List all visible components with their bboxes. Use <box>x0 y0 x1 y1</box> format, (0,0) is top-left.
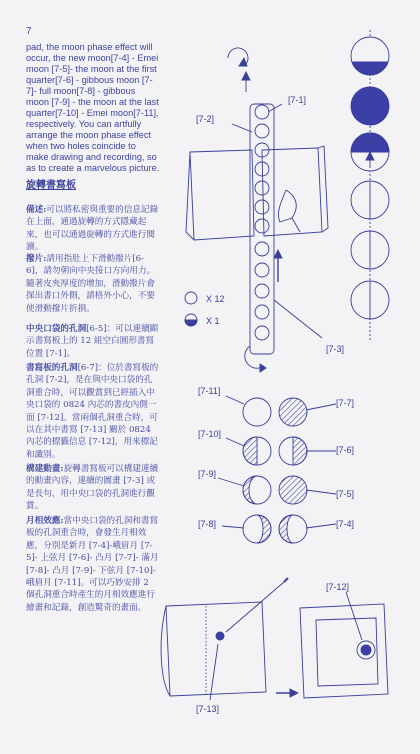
section-term: 備述: <box>26 205 47 215</box>
section-body: [6-5]：可以連續顯示書寫板上的 12 組空白圓形書寫位置 [7-1]。 <box>26 324 159 359</box>
section-body: 可以將私密與重要的信息記錄在上面，通過旋轉的方式隱藏起來，也可以通過旋轉的方式進行閱讀。 <box>26 205 159 253</box>
label-7-2: [7-2] <box>196 114 215 124</box>
section-term: 構建動畫: <box>26 464 64 474</box>
board-hole <box>255 284 269 298</box>
leader-79 <box>218 478 244 486</box>
up-arrow-head <box>242 72 250 80</box>
board-hole <box>255 105 269 119</box>
sequence-frame-fill <box>351 133 389 152</box>
label-7-6: [7-6] <box>336 445 355 455</box>
section-body: 旋轉書寫板可以構建連續的動畫內容，連續的圖畫 [7-3] 或是長句，用中央口袋的孔洞進行觀賞。 <box>26 464 159 512</box>
board-hole <box>255 242 269 256</box>
moon-phase-grid <box>218 396 336 543</box>
leader-71 <box>268 104 282 112</box>
label-7-5: [7-5] <box>336 489 355 499</box>
wallet-left-edge <box>161 606 170 696</box>
writing-scene <box>161 578 388 700</box>
sequence-frame-fill <box>352 62 388 75</box>
label-7-13: [7-13] <box>196 704 220 714</box>
legend-half-fill <box>185 320 197 326</box>
label-7-8: [7-8] <box>198 519 217 529</box>
moon-left <box>243 398 271 426</box>
section-body: 當中央口袋的孔洞和書寫板的孔洞重合時，會發生月相效應，分別是新月 [7-4]-峨眉月 [7-5]- 上弦月 [7-6]- 凸月 [7-7]- 滿月 [7-8]- 凸月 [7-9]- 下弦月 [7-10]- 峨眉月 [7-11]。可以巧妙安排 2 個孔洞重合時產生的月相效應進行繪畫和記錄，創造驚奇的畫面。 <box>26 516 159 613</box>
moon-right <box>279 476 307 504</box>
wallet-hole-filled <box>216 632 224 640</box>
section-body: [6-7]：位於書寫板的孔洞 [7-2]，是在與中央口袋的孔洞重合時，可以觀賞到已經插入中央口袋的 0824 內芯的書皮內側一面 [7-12]。當兩個孔洞重合時，可以在其中書寫 [7-13] 關於 0824 內芯的標籤信息 [7-12]，用來標記和識別。 <box>26 363 159 460</box>
section-term: 書寫板的孔洞 <box>26 363 78 373</box>
wallet-right-hole-fill <box>361 645 371 655</box>
hand-sketch <box>278 190 296 222</box>
left-leaf-edge <box>186 152 194 240</box>
leader-73 <box>274 300 322 338</box>
moon-left-fill <box>243 437 257 465</box>
board-hole <box>255 263 269 277</box>
legend-circle-empty <box>185 292 197 304</box>
scene-arrow-head <box>290 689 298 697</box>
animation-sequence <box>351 30 389 340</box>
leader-713 <box>210 644 218 700</box>
leader-77 <box>306 404 336 410</box>
right-leaf-edge <box>318 146 328 232</box>
board-hole <box>255 305 269 319</box>
left-leaf-outline <box>190 150 254 240</box>
hand-wrist <box>292 218 300 232</box>
slide-arrow-head <box>274 250 282 258</box>
board-hole <box>255 124 269 138</box>
board-hole <box>255 219 269 233</box>
intro-text-en: pad, the moon phase effect will occur, the new moon[7-4] - Emei moon [7-5]- the moon at the first quarter[7-6] - gibbous moon [7-7]- full moon[7-8] - gibbous moon [7-9] - the moon at the last quarter[7-10] - Emei moon[7-11], respectively. You can artfully arrange the moon phase effect when two holes coincide to make drawing and recording, so as to create a marvelous picture. <box>26 42 160 173</box>
pen-tip <box>284 578 288 582</box>
leader-712 <box>346 592 362 640</box>
legend-x12: X 12 <box>206 294 225 304</box>
board-hole <box>255 181 269 195</box>
sequence-frame <box>351 87 389 125</box>
leader-78 <box>222 526 244 528</box>
moon-right-fill <box>293 437 307 465</box>
leader-711 <box>226 396 244 404</box>
label-7-4: [7-4] <box>336 519 355 529</box>
label-7-7: [7-7] <box>336 398 355 408</box>
leader-710 <box>226 438 244 446</box>
section-term: 月相效應: <box>26 516 64 526</box>
leader-75 <box>306 490 336 494</box>
label-7-1: [7-1] <box>288 95 307 105</box>
label-7-11: [7-11] <box>198 386 221 396</box>
pen <box>226 582 284 632</box>
leader-74 <box>306 524 336 528</box>
section-heading: 旋轉書寫板 <box>26 180 76 191</box>
label-7-9: [7-9] <box>198 469 217 479</box>
page-number: 7 <box>26 26 32 37</box>
section-body: 請用指肚上下滑動撥片[6-6]，請勿朝向中央接口方向用力。隨著皮夾厚度的增加，滑動撥片會探出書口外側，請格外小心，不要使滑動撥片折損。 <box>26 254 156 314</box>
right-leaf-outline <box>262 148 322 236</box>
legend <box>185 292 197 326</box>
board-hole <box>255 200 269 214</box>
label-7-3: [7-3] <box>326 344 345 354</box>
board-hole <box>255 326 269 340</box>
legend-x1: X 1 <box>206 316 220 326</box>
board-holes <box>255 105 269 340</box>
rotate-arrow-head <box>239 58 247 66</box>
leader-72 <box>232 124 252 132</box>
rotate-arrow-bottom-head <box>260 364 266 372</box>
label-7-12: [7-12] <box>326 582 350 592</box>
moon-right <box>279 398 307 426</box>
section-term: 中央口袋的孔洞 <box>26 324 87 334</box>
label-7-10: [7-10] <box>198 429 222 439</box>
wallet-left <box>166 602 266 696</box>
section-term: 撥片: <box>26 254 47 264</box>
